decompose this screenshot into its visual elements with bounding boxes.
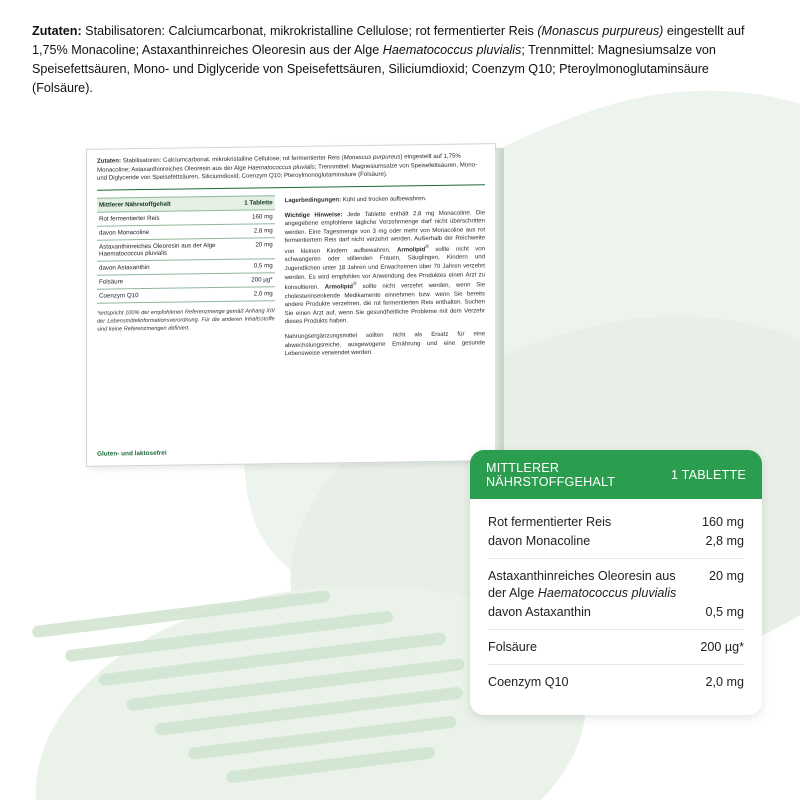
nutrient-label: Coenzym Q10 [97,287,242,303]
package-disclaimer: Nahrungsergänzungsmittel sollten nicht als Ersatz für eine abwechslungsreiche, ausgewogene Ernährung und eine gesunde Lebensweise verwendet werden. [284,331,485,358]
package-footer-claim: Gluten- und laktosefrei [97,449,167,458]
nutrient-label: Astaxanthinreiches Oleoresin aus der Alge Haematococcus pluvialis [97,238,242,261]
package-ingredients-text [97,152,485,190]
table-row [97,238,275,261]
list-item [488,630,744,665]
package-storage [285,194,485,205]
nutrient-value: 20 mg [242,238,274,259]
package-ingredients-text-3: ; Trennmittel: Magnesiumsalze von Speisefettsäuren, Mono- und Diglyceride von Speisefettsäuren, Siliciumdioxid; Coenzym Q10; Pteroylmonoglutaminsäure (Folsäure). [97,161,478,182]
table-header-serving: 1 Tablette [242,196,274,210]
package-ingredients-text-1: Stabilisatoren: Calciumcarbonat, mikrokristalline Cellulose; rot fermentierter Reis ( [121,154,344,165]
ingredients-italic-1: (Monascus purpureus) [537,24,664,38]
notice-text-2: sollte nicht von schwangeren oder stillenden Frauen, Säuglingen, Kindern und Jugendlichen unter 18 Jahren und Erwachsenen über 70 Jahren verzehrt werden. Es wird empfohlen vor Anwendung des Produktes einen Arzt zu konsultieren. [284,246,485,292]
list-item [488,559,744,602]
nutrient-label: Folsäure [488,640,537,654]
nutrient-label: davon Monacoline [97,224,242,240]
nutrient-label: Folsäure [97,273,242,289]
brand-name: Armolipid [396,246,426,254]
list-item [488,602,744,630]
storage-label: Lagerbedingungen: [284,197,342,205]
nutrient-info-card [470,450,762,715]
list-item [488,505,744,531]
package-nutrient-column [97,195,275,361]
nutrient-value: 0,5 mg [242,259,274,273]
table-row [97,287,275,303]
package-footnote: *entspricht 100% der empfohlenen Referenzmenge gemäß Anhang XIII der Lebensmittelinformationsverordnung. Für die anderen Inhaltsstoffe sind keine Referenzmengen definiert. [97,308,275,333]
nutrient-label: davon Astaxanthin [488,605,591,619]
ingredients-paragraph [32,22,768,98]
registered-mark-icon: ® [425,243,429,250]
package-ingredients-label: Zutaten: [97,157,122,165]
list-item [488,531,744,559]
nutrient-label [488,568,676,602]
card-title: MITTLERER NÄHRSTOFFGEHALT [486,461,616,489]
nutrient-value: 160 mg [701,515,744,529]
package-ingredients-text-2: ) eingestellt auf 1,75% Monacoline; Astaxanthinreiches Oleoresin aus der Alge [97,152,461,174]
brand-name: Armolipid [324,284,353,291]
nutrient-value: 200 µg* [242,273,274,287]
nutrient-value: 0,5 mg [705,605,744,619]
card-body [470,499,762,715]
card-header [470,450,762,499]
storage-text: Kühl und trocken aufbewahren. [341,196,427,204]
ingredients-text-2: eingestellt auf 1,75% Monacoline; Astaxanthinreiches Oleoresin aus der Alge [32,24,745,57]
notice-label: Wichtige Hinweise: [284,211,343,219]
registered-mark-icon: ® [352,281,357,288]
notice-text-1: Jede Tablette enthält 2,8 mg Monacoline. Die angegebene empfohlene tägliche Verzehrmenge darf nicht überschritten werden. Eine Tagesmenge von 3 mg oder mehr von Monacoline aus rot fermentiertem Reis darf nicht verzehrt werden. Außerhalb der Reichweite von kleinen Kindern aufbewahren. [284,209,485,255]
package-notice [285,209,485,327]
nutrient-label: davon Monacoline [488,534,591,548]
nutrient-label-species: Haematococcus pluvialis [537,586,677,600]
nutrient-value: 2,0 mg [705,675,744,689]
table-header-label: Mittlerer Nährstoffgehalt [97,196,242,212]
notice-text-3: sollte nicht verzehrt werden, wenn Sie cholesterinsenkende Medikamente einnehmen bzw. wenn Sie bereits andere Produkte verzehren, die rot fermentierten Reis enthalten. Suchen Sie einen Arzt auf, wenn Sie gesundheitliche Probleme mit dem Verzehr dieses Produkts haben. [284,282,485,326]
list-item [488,665,744,699]
nutrient-label-line1: Astaxanthinreiches Oleoresin aus [488,569,676,583]
package-ingredients-italic-1: Monascus purpureus [343,153,401,162]
package-nutrient-table [97,195,275,303]
nutrient-value: 20 mg [708,569,744,583]
ingredients-text-1: Stabilisatoren: Calciumcarbonat, mikrokristalline Cellulose; rot fermentierter Reis [81,24,538,38]
ingredients-text-3: ; Trennmittel: Magnesiumsalze von Speisefettsäuren, Mono- und Diglyceride von Speisefettsäuren, Siliciumdioxid; Coenzym Q10; Pteroylmonoglutaminsäure (Folsäure). [32,42,716,95]
package-ingredients-italic-2: Haematococcus pluvialis [247,163,315,172]
nutrient-label: Rot fermentierter Reis [488,515,612,529]
nutrient-label: davon Astaxanthin [97,259,242,275]
ingredients-label: Zutaten: [32,24,82,38]
nutrient-label-line2: der Alge [488,586,538,600]
card-serving-size: 1 TABLETTE [670,468,746,482]
nutrient-value: 160 mg [242,210,274,224]
product-package-image [86,143,496,467]
nutrient-value: 2,0 mg [242,287,274,301]
nutrient-label: Coenzym Q10 [488,675,569,689]
ingredients-italic-2: Haematococcus pluvialis [382,42,522,57]
nutrient-value: 2,8 mg [705,534,744,548]
nutrient-value: 2,8 mg [242,224,274,238]
nutrient-label: Rot fermentierter Reis [97,210,242,226]
package-side-panel [495,148,504,456]
nutrient-value: 200 µg* [700,640,744,654]
package-notice-column [285,192,485,359]
